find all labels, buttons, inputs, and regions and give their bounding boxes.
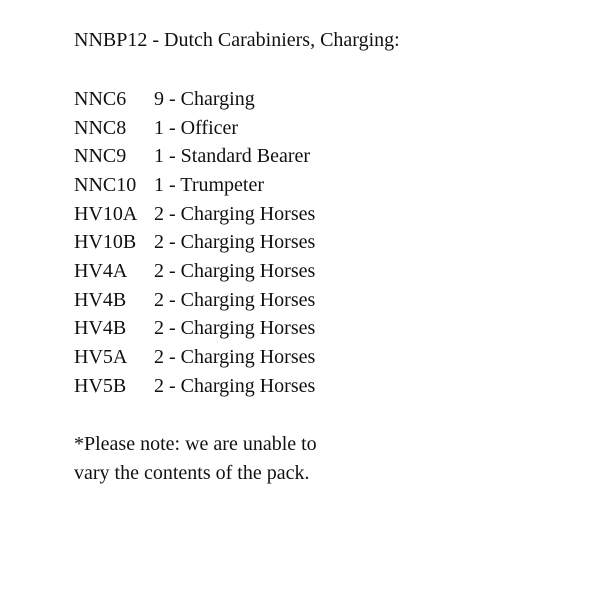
- part-description: 2 - Charging Horses: [154, 317, 316, 340]
- part-description: 2 - Charging Horses: [154, 202, 316, 225]
- part-code: NNC6: [74, 87, 127, 110]
- list-item: [74, 85, 315, 114]
- part-code: NNC10: [74, 173, 137, 196]
- pack-title: NNBP12 - Dutch Carabiniers, Charging:: [74, 29, 400, 51]
- part-code: HV10B: [74, 231, 137, 254]
- list-item: [74, 372, 315, 401]
- part-description: 2 - Charging Horses: [154, 259, 316, 282]
- part-code: HV4B: [74, 317, 127, 340]
- note-line-2: vary the contents of the pack.: [74, 462, 310, 484]
- part-description: 1 - Officer: [154, 116, 239, 139]
- pack-note: [74, 430, 317, 488]
- part-code: HV5A: [74, 346, 128, 369]
- part-description: 2 - Charging Horses: [154, 346, 316, 369]
- note-line-1: *Please note: we are unable to: [74, 433, 317, 455]
- list-item: [74, 114, 315, 143]
- part-description: 9 - Charging: [154, 87, 255, 110]
- list-item: [74, 171, 315, 200]
- part-code: HV10A: [74, 202, 138, 225]
- list-item: [74, 200, 315, 229]
- list-item: [74, 142, 315, 171]
- part-code: NNC9: [74, 145, 127, 168]
- part-code: HV4B: [74, 288, 127, 311]
- list-item: [74, 257, 315, 286]
- part-description: 2 - Charging Horses: [154, 374, 316, 397]
- list-item: [74, 315, 315, 344]
- part-code: HV5B: [74, 374, 127, 397]
- part-description: 1 - Standard Bearer: [154, 145, 311, 168]
- list-item: [74, 286, 315, 315]
- parts-list: [74, 85, 315, 401]
- part-code: NNC8: [74, 116, 127, 139]
- list-item: [74, 228, 315, 257]
- part-description: 2 - Charging Horses: [154, 231, 316, 254]
- part-description: 1 - Trumpeter: [154, 173, 264, 196]
- part-code: HV4A: [74, 259, 128, 282]
- part-description: 2 - Charging Horses: [154, 288, 316, 311]
- list-item: [74, 343, 315, 372]
